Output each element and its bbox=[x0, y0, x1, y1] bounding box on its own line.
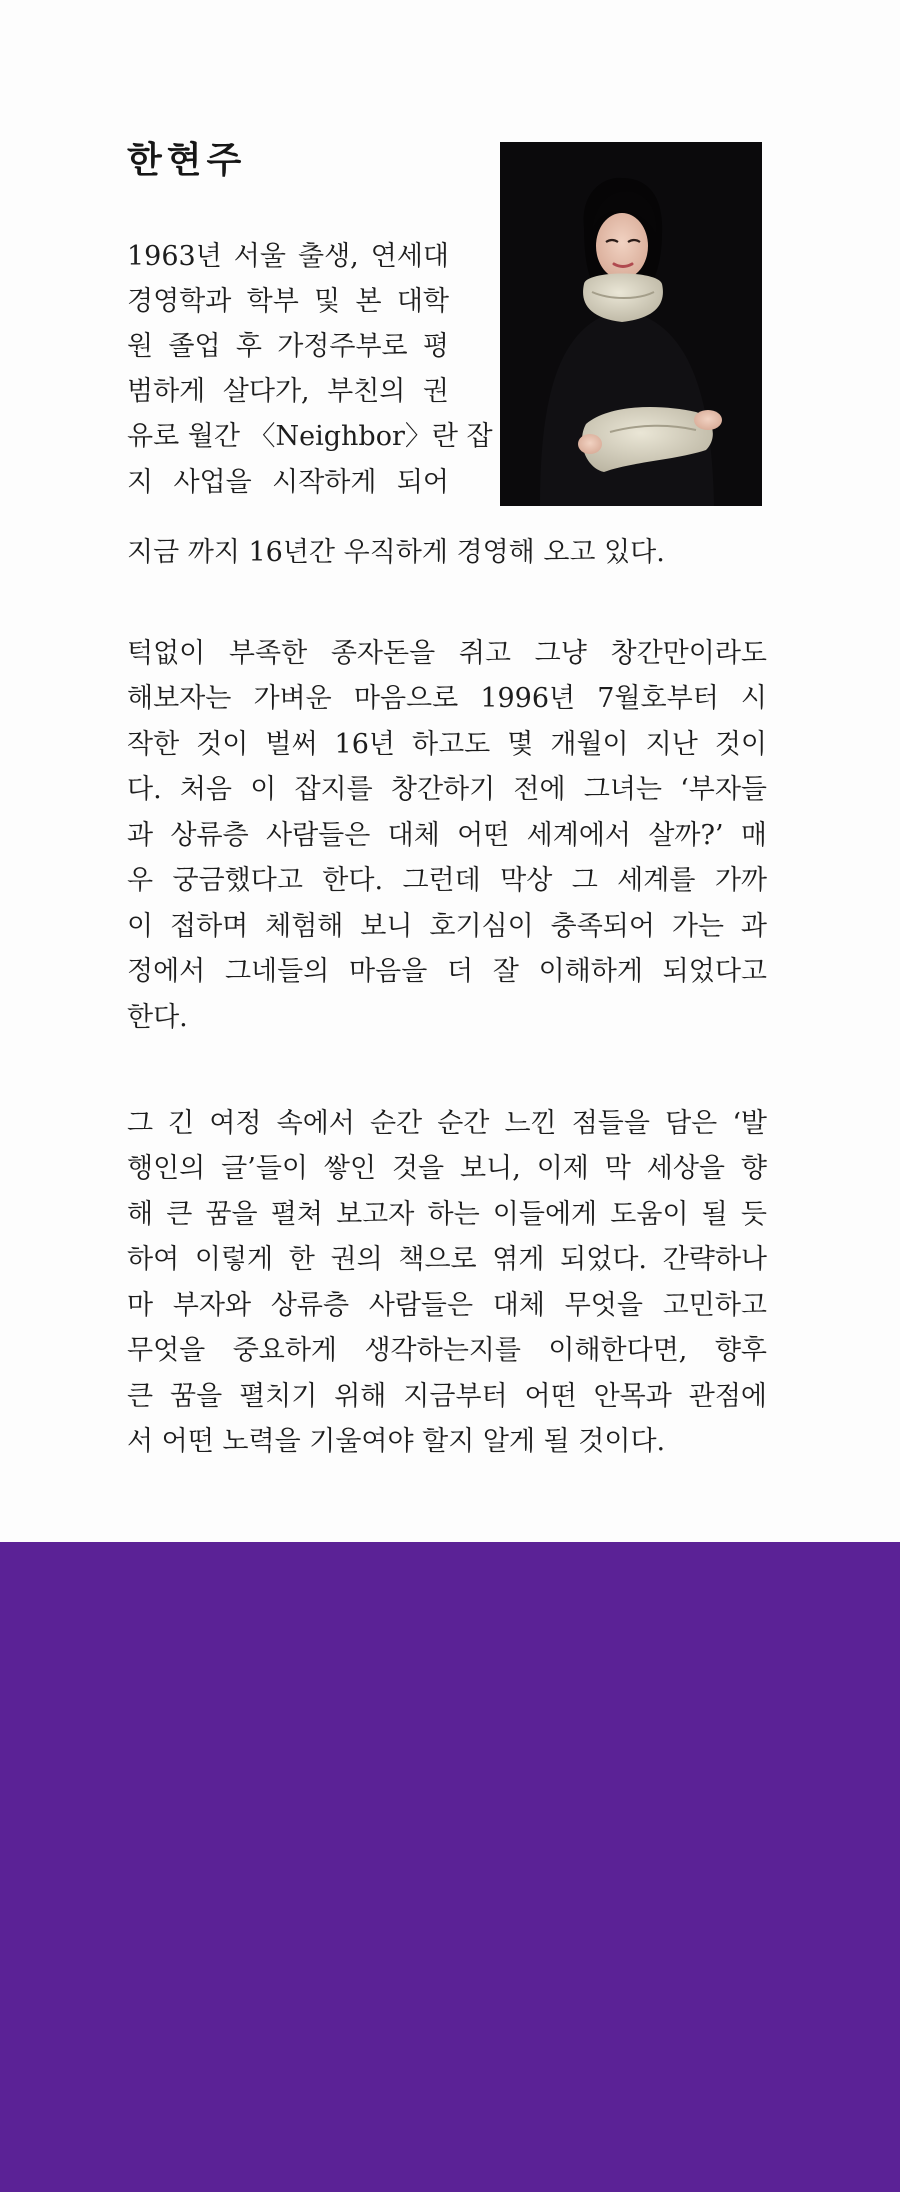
bio-line: 서 어떤 노력을 기울여야 할지 알게 될 것이다. bbox=[127, 1426, 666, 1457]
bio-line: 범하게 살다가, 부친의 권 bbox=[127, 376, 449, 407]
bio-line: 지 사업을 시작하게 되어 bbox=[127, 467, 449, 498]
bio-line: 턱없이 부족한 종자돈을 쥐고 그냥 창간만이라도 bbox=[127, 638, 767, 669]
bio-line: 하여 이렇게 한 권의 책으로 엮게 되었다. 간략하나 bbox=[127, 1244, 767, 1275]
bio-line: 마 부자와 상류층 사람들은 대체 무엇을 고민하고 bbox=[127, 1290, 767, 1321]
bio-line: 그 긴 여정 속에서 순간 순간 느낀 점들을 담은 ‘발 bbox=[127, 1108, 767, 1139]
bio-line: 작한 것이 벌써 16년 하고도 몇 개월이 지난 것이 bbox=[127, 729, 767, 760]
author-photo bbox=[500, 142, 762, 506]
bio-line: 우 궁금했다고 한다. 그런데 막상 그 세계를 가까 bbox=[127, 865, 767, 896]
bio-line: 경영학과 학부 및 본 대학 bbox=[127, 286, 449, 317]
bio-line: 다. 처음 이 잡지를 창간하기 전에 그녀는 ‘부자들 bbox=[127, 774, 767, 805]
bio-line: 이 접하며 체험해 보니 호기심이 충족되어 가는 과 bbox=[127, 911, 767, 942]
portrait-illustration bbox=[500, 142, 762, 506]
purple-color-band bbox=[0, 1542, 900, 2192]
bio-line: 원 졸업 후 가정주부로 평 bbox=[127, 331, 449, 362]
bio-line: 한다. bbox=[127, 1002, 188, 1033]
bio-line: 1963년 서울 출생, 연세대 bbox=[127, 241, 449, 272]
bio-line: 유로 월간 〈Neighbor〉란 잡 bbox=[127, 421, 493, 452]
bio-line: 과 상류층 사람들은 대체 어떤 세계에서 살까?’ 매 bbox=[127, 820, 767, 851]
bio-line: 행인의 글’들이 쌓인 것을 보니, 이제 막 세상을 향 bbox=[127, 1153, 767, 1184]
bio-line: 해보자는 가벼운 마음으로 1996년 7월호부터 시 bbox=[127, 683, 767, 714]
bio-line: 정에서 그네들의 마음을 더 잘 이해하게 되었다고 bbox=[127, 956, 767, 987]
bio-line: 지금 까지 16년간 우직하게 경영해 오고 있다. bbox=[127, 537, 665, 568]
bio-line: 큰 꿈을 펼치기 위해 지금부터 어떤 안목과 관점에 bbox=[127, 1381, 767, 1412]
bio-line: 해 큰 꿈을 펼쳐 보고자 하는 이들에게 도움이 될 듯 bbox=[127, 1199, 767, 1230]
author-name: 한현주 bbox=[127, 140, 247, 181]
bio-line: 무엇을 중요하게 생각하는지를 이해한다면, 향후 bbox=[127, 1335, 767, 1366]
